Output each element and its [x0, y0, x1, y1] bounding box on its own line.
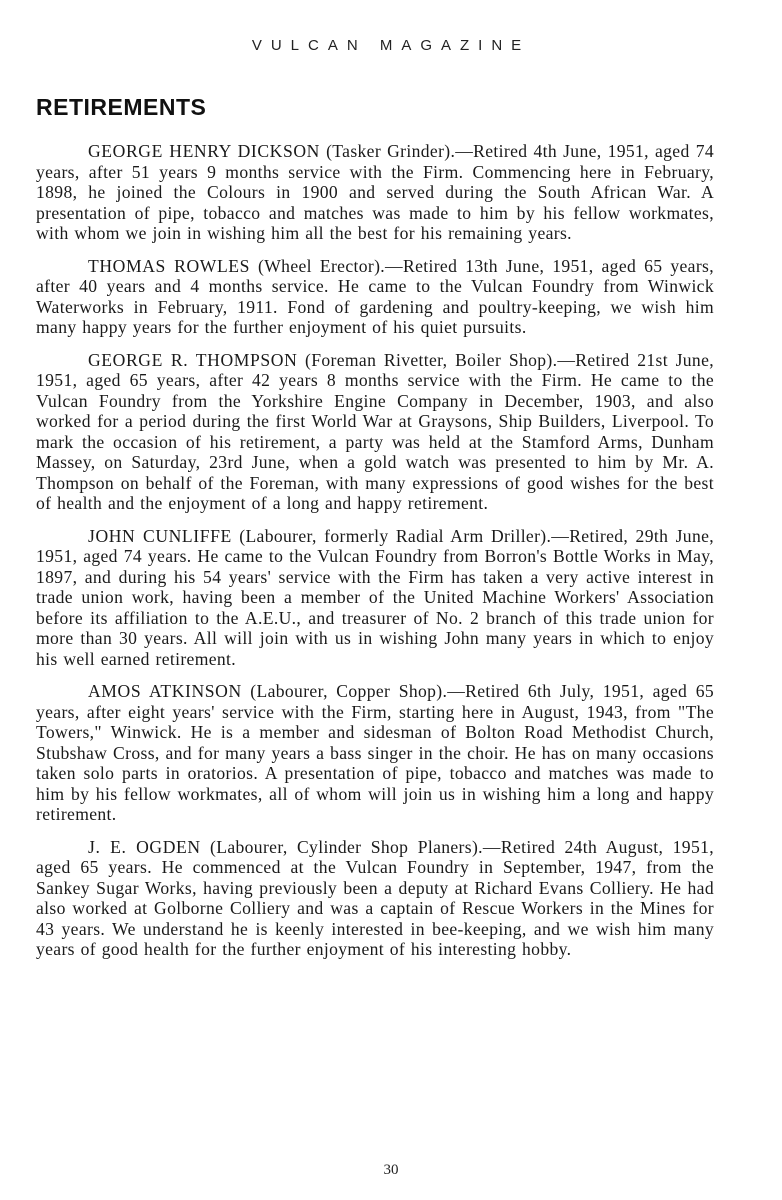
retiree-name: JOHN CUNLIFFE: [88, 525, 232, 546]
retiree-name: THOMAS ROWLES: [88, 255, 251, 276]
retirement-text: (Labourer, formerly Radial Arm Driller).—Retired, 29th June, 1951, aged 74 years. He came to the Vulcan Foundry from Borron's Bottle Works in May, 1897, and during his 54 years' service with the Firm has taken a very active interest in trade union work, having been a member of the United Machine Workers' Association before its affiliation to the A.E.U., and treasurer of No. 2 branch of this trade union for more than 30 years. All will join with us in wishing John many years in which to enjoy his well earned retirement.: [36, 525, 714, 669]
retiree-name: J. E. OGDEN: [88, 836, 201, 857]
retirement-text: (Labourer, Cylinder Shop Planers).—Retired 24th August, 1951, aged 65 years. He commenced at the Vulcan Foundry in September, 1947, from the Sankey Sugar Works, having previously been a deputy at Richard Evans Colliery. He had also worked at Golborne Colliery and was a captain of Rescue Workers in the Mines for 43 years. We understand he is keenly interested in bee-keeping, and we wish him many years of good health for the further enjoyment of his interesting hobby.: [36, 836, 715, 959]
retirement-text: (Foreman Rivetter, Boiler Shop).—Retired 21st June, 1951, aged 65 years, after 42 years 8 months service with the Firm. He came to the Vulcan Foundry from the Yorkshire Engine Company in December, 1903, and also worked for a period during the first World War at Graysons, Ship Builders, Liverpool. To mark the occasion of his retirement, a party was held at the Stamford Arms, Dunham Massey, on Saturday, 23rd June, when a gold watch was presented to him by Mr. A. Thompson on behalf of the Foreman, with many expressions of good wishes for the best of health and the enjoyment of a long and happy retirement.: [36, 349, 714, 513]
retirement-entry-ogden: [36, 837, 714, 960]
section-title: RETIREMENTS: [36, 94, 207, 120]
retirement-entry-atkinson: [36, 681, 714, 825]
retiree-name: AMOS ATKINSON: [88, 681, 242, 701]
running-header: VULCAN MAGAZINE: [251, 37, 531, 54]
retirement-entry-rowles: [36, 256, 714, 338]
page-number: 30: [383, 1162, 399, 1178]
retiree-name: GEORGE R. THOMPSON: [88, 349, 298, 370]
retirement-text: (Wheel Erector).—Retired 13th June, 1951, aged 65 years, after 40 years and 4 months service. He came to the Vulcan Foundry from Winwick Waterworks in February, 1911. Fond of gardening and poultry-keeping, we wish him many happy years for the further enjoyment of his quiet pursuits.: [36, 255, 714, 337]
retirement-entry-cunliffe: [36, 526, 714, 670]
retirement-entries: [36, 141, 714, 972]
retirement-entry-thompson: [36, 350, 714, 514]
retirement-entry-dickson: [36, 141, 714, 244]
retirement-text: (Tasker Grinder).—Retired 4th June, 1951, aged 74 years, after 51 years 9 months service with the Firm. Commencing here in February, 1898, he joined the Colours in 1900 and served during the South African War. A presentation of pipe, tobacco and matches was made to him by his fellow workmates, with whom we join in wishing him all the best for his remaining years.: [36, 141, 714, 243]
retiree-name: GEORGE HENRY DICKSON: [88, 141, 320, 161]
retirement-text: (Labourer, Copper Shop).—Retired 6th July, 1951, aged 65 years, after eight years' service with the Firm, starting here in August, 1943, from "The Towers," Winwick. He is a member and sidesman of Bolton Road Methodist Church, Stubshaw Cross, and for many years a bass singer in the choir. He has on many occasions taken solo parts in oratorios. A presentation of pipe, tobacco and matches was made to him by his fellow workmates, all of whom will join us in wishing him a long and happy retirement.: [36, 681, 714, 824]
